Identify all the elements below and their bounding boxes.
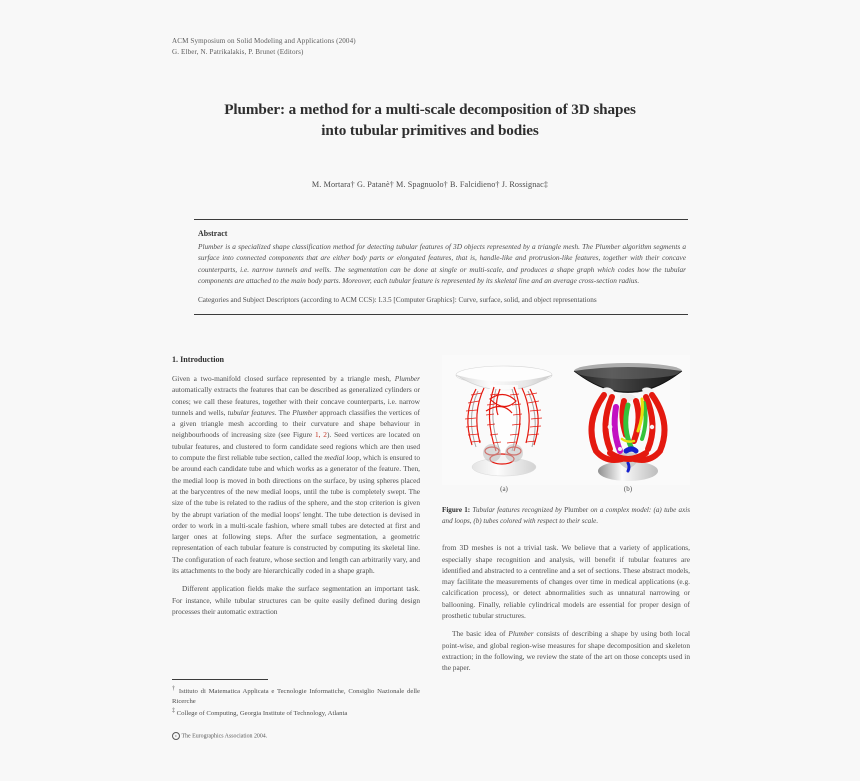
intro-p1-seg1: Given a two-manifold closed surface represented by a triangle mesh, [172, 374, 395, 383]
right-paragraph-2 [442, 628, 690, 673]
right-paragraph-1: from 3D meshes is not a trivial task. We believe that a variety of applications, especially shape recognition and analysis, will benefit if tubular features are identified and abstracted to a centreline and a set of sections. These abstract models, may facilitate the measurements of changes over time in medical applications (e.g. calcification process), or detect abnormalities such as unnatural narrowing or ballooning. Finally, reliable cylindrical models are essential for proper design of prosthetic tubular structures. [442, 543, 690, 621]
figure-1-caption [442, 505, 690, 526]
intro-p1-medial-loop: medial loop [324, 453, 360, 463]
right-p2-seg1: The basic idea of [452, 629, 509, 639]
page-title [172, 100, 688, 142]
figure-1-panel-b [566, 355, 690, 485]
footnote-block [172, 679, 420, 740]
venue-header [172, 36, 688, 58]
section-heading-introduction: 1. Introduction [172, 355, 225, 364]
copyright-icon: c [172, 732, 180, 740]
intro-p1-seg5: ). Seed vertices are located on tubular features, and clustered to form candidate seed regions which are then used to compute the first reliable tube section, called the [172, 430, 421, 463]
abstract-categories: Categories and Subject Descriptors (according to ACM CCS): I.3.5 [Computer Graphics]: Curve, surface, solid, and object representations [198, 296, 597, 305]
paper-content [172, 36, 688, 315]
figure-1-caption-plumber: Plumber [564, 506, 589, 514]
abstract-body: Plumber is a specialized shape classification method for detecting tubular features of 3D objects represented by a triangle mesh. The Plumber algorithm segments a surface into connected components that are either body parts or elongated features, that is, handle-like and protrusion-like features, together with their concave counterparts, i.e. narrow tunnels and wells. The segmentation can be done at single or multi-scale, and produces a shape graph which codes how the tubular components are attached to the main body parts. Moreover, each tubular feature is represented by its skeletal line and an average cross-section radius. [198, 241, 686, 285]
intro-p1-plumber-2: Plumber [292, 407, 318, 417]
author-list: M. Mortara† G. Patanè† M. Spagnuolo† B. Falcidieno† J. Rossignac‡ [311, 179, 549, 189]
intro-p1-seg4: approach classifies the vertices of a given triangle mesh according to their curvature and shape behaviour in neighbourhoods of increasing size (see Figure [172, 407, 420, 440]
goblet-tubes-colored-by-scale-illustration [566, 355, 690, 485]
footnote-1-mark: † [172, 686, 177, 692]
intro-p1-plumber-1: Plumber [394, 374, 420, 383]
abstract-block [194, 219, 688, 315]
abstract-heading: Abstract [198, 228, 228, 238]
title-line-1: Plumber: a method for a multi-scale decomposition of 3D shapes [224, 100, 636, 118]
footnote-1 [172, 685, 420, 707]
figure-1-panel-labels [442, 485, 690, 499]
venue-line-2: G. Elber, N. Patrikalakis, P. Brunet (Editors) [172, 47, 304, 56]
right-p2-seg2: consists of describing a shape by using both local point-wise, and global region-wise measures for shape decomposition and skeleton extraction; in the following, we review the state of the art on those concepts used in the paper. [442, 629, 690, 673]
copyright-text: The Eurographics Association 2004. [181, 733, 268, 740]
copyright-line [172, 732, 420, 740]
left-column [172, 355, 420, 617]
footnote-2-mark: ‡ [172, 708, 175, 715]
figure-1-caption-seg1: Tubular features recognized by [470, 506, 565, 514]
footnote-rule [172, 679, 268, 680]
venue-line-1: ACM Symposium on Solid Modeling and Applications (2004) [172, 37, 356, 45]
figure-1 [442, 355, 690, 526]
intro-paragraph-2: Different application fields make the surface segmentation an important task. For instance, while tubular structures can be quite easily defined during design processes their automatic extraction [172, 584, 420, 616]
footnote-2-text: College of Computing, Georgia Institute of Technology, Atlanta [175, 710, 348, 718]
figure-1-caption-seg2: on a complex model: (a) tube axis and loops, (b) tubes colored with respect to their scale. [442, 506, 690, 525]
intro-p1-seg6: , which is ensured to be around each candidate tube and which works as a generator of the feature. Then, the medial loop is moved in both directions on the surface, by using spheres placed at the barycentres of the new medial loops, until the tube is completely swept. The size of the tube is related to the radius of the sphere, and the stop criterion is given by the abrupt variation of the medial loops' lenght. The tube detection is devised in order to work in a multi-scale fashion, where small tubes are detected at first and larger ones at following steps. After the surface segmentation, a geometric representation of each tubular feature is constructed by computing its skeletal line. The configuration of each feature, whose section and length can arbitrarily vary, and its attachments to the body are hierarchically coded in a shape graph. [172, 453, 421, 576]
right-p2-plumber: Plumber [508, 629, 534, 639]
footnote-2 [172, 707, 420, 719]
figure-1-caption-number: Figure 1: [442, 506, 471, 514]
abstract-bottom-rule [194, 314, 688, 315]
intro-p1-seg3: . The [274, 407, 293, 417]
figure-cross-reference[interactable]: 1, 2 [314, 430, 327, 440]
right-column [442, 355, 690, 674]
figure-1-panel-a [442, 355, 566, 485]
footnote-1-text: Istituto di Matematica Applicata e Tecnologie Informatiche, Consiglio Nazionale delle Ricerche [172, 688, 420, 706]
figure-1-images [442, 355, 690, 485]
figure-1-label-b: (b) [623, 485, 633, 493]
intro-p1-seg2: automatically extracts the features that can be described as generalized cylinders or cones; we call these features, together with their concave counterparts, i.e. narrow tunnels and wells, [172, 385, 420, 417]
intro-paragraph-1 [172, 373, 420, 576]
intro-p1-tubular-features: tubular features [227, 407, 275, 417]
title-line-2: into tubular primitives and bodies [321, 121, 539, 139]
figure-1-label-a: (a) [500, 485, 508, 493]
goblet-tube-axes-illustration [442, 355, 566, 485]
